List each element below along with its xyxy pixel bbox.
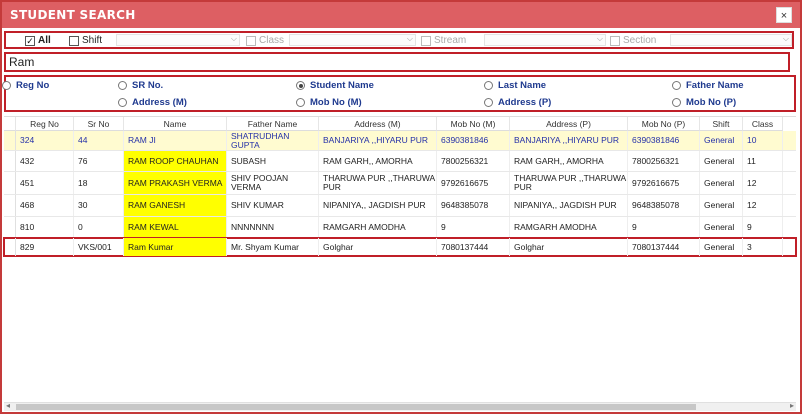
row-header[interactable] (4, 172, 16, 194)
stream-combo[interactable] (484, 34, 606, 46)
chevron-down-icon: ⌵ (406, 34, 413, 43)
scrollbar-thumb[interactable] (16, 404, 696, 410)
cell-address-p: Golghar (510, 238, 628, 256)
row-header[interactable] (4, 238, 16, 256)
window-title: STUDENT SEARCH (10, 8, 136, 22)
cell-mob-no-m: 6390381846 (437, 131, 510, 150)
radio-last-name-label: Last Name (498, 80, 547, 91)
radio-dot[interactable] (118, 98, 127, 107)
all-checkbox-box[interactable]: ✓ (26, 35, 34, 46)
radio-dot[interactable] (484, 81, 493, 90)
all-checkbox-label: All (38, 35, 51, 46)
cell-sr-no: 76 (74, 151, 124, 171)
cell-reg-no: 451 (16, 172, 74, 194)
cell-name: RAM GANESH (124, 195, 227, 216)
cell-address-m: RAMGARH AMODHA (319, 217, 437, 237)
cell-reg-no: 829 (16, 238, 74, 256)
cell-mob-no-p: 9792616675 (628, 172, 700, 194)
cell-class: 12 (743, 195, 783, 216)
class-combo[interactable] (289, 34, 416, 46)
class-checkbox-label: Class (259, 35, 285, 46)
radio-sr-no[interactable] (118, 80, 163, 91)
column-header[interactable]: Shift (700, 117, 743, 131)
stream-checkbox-box[interactable] (421, 36, 431, 46)
shift-checkbox-label: Shift (82, 35, 103, 46)
column-header[interactable]: Address (M) (319, 117, 437, 131)
cell-mob-no-p: 6390381846 (628, 131, 700, 150)
cell-mob-no-p: 7800256321 (628, 151, 700, 171)
row-header[interactable] (4, 131, 16, 150)
column-header[interactable]: Mob No (P) (628, 117, 700, 131)
cell-class: 11 (743, 151, 783, 171)
shift-checkbox[interactable] (69, 35, 102, 46)
close-button[interactable]: × (776, 7, 792, 23)
chevron-down-icon: ⌵ (596, 34, 603, 43)
radio-father-name-label: Father Name (686, 80, 744, 91)
cell-class: 9 (743, 217, 783, 237)
filter-row (4, 31, 794, 49)
row-header[interactable] (4, 217, 16, 237)
radio-student-name[interactable] (296, 80, 374, 91)
column-header[interactable]: Address (P) (510, 117, 628, 131)
class-checkbox-box[interactable] (246, 36, 256, 46)
radio-address-m-label: Address (M) (132, 97, 187, 108)
radio-address-p[interactable] (484, 97, 551, 108)
cell-reg-no: 324 (16, 131, 74, 150)
cell-class: 12 (743, 172, 783, 194)
cell-shift: General (700, 172, 743, 194)
class-checkbox[interactable] (246, 35, 284, 46)
search-input[interactable] (9, 55, 779, 69)
radio-address-p-label: Address (P) (498, 97, 552, 108)
cell-mob-no-p: 9 (628, 217, 700, 237)
cell-address-p: RAM GARH,, AMORHA (510, 151, 628, 171)
radio-dot[interactable] (2, 81, 11, 90)
table-row[interactable] (4, 172, 796, 194)
radio-reg-no-label: Reg No (16, 80, 50, 91)
row-header-corner (4, 117, 16, 131)
results-grid (4, 116, 796, 402)
stream-checkbox[interactable] (421, 35, 466, 46)
radio-dot[interactable] (118, 81, 127, 90)
column-header[interactable]: Mob No (M) (437, 117, 510, 131)
cell-father-name: SHIV KUMAR (227, 195, 319, 216)
radio-sr-no-label: SR No. (132, 80, 164, 91)
cell-sr-no: 30 (74, 195, 124, 216)
column-header[interactable]: Name (124, 117, 227, 131)
shift-combo[interactable] (116, 34, 240, 46)
cell-shift: General (700, 131, 743, 150)
table-row-highlighted[interactable] (4, 238, 796, 256)
scroll-right-icon[interactable]: ▸ (789, 401, 794, 410)
row-header[interactable] (4, 151, 16, 171)
radio-last-name[interactable] (484, 80, 546, 91)
cell-address-p: NIPANIYA,, JAGDISH PUR (510, 195, 628, 216)
section-checkbox-label: Section (623, 35, 657, 46)
cell-reg-no: 810 (16, 217, 74, 237)
search-box[interactable] (4, 52, 790, 72)
cell-sr-no: 18 (74, 172, 124, 194)
cell-mob-no-p: 9648385078 (628, 195, 700, 216)
cell-mob-no-m: 9648385078 (437, 195, 510, 216)
cell-address-p: THARUWA PUR ,,THARUWA PUR (510, 172, 628, 194)
title-bar (2, 2, 800, 28)
cell-mob-no-p: 7080137444 (628, 238, 700, 256)
cell-class: 10 (743, 131, 783, 150)
cell-address-m: Golghar (319, 238, 437, 256)
table-row[interactable] (4, 151, 796, 171)
radio-reg-no[interactable] (2, 80, 49, 91)
radio-dot[interactable] (672, 98, 681, 107)
radio-dot[interactable] (484, 98, 493, 107)
row-header[interactable] (4, 195, 16, 216)
cell-shift: General (700, 217, 743, 237)
cell-father-name: SUBASH (227, 151, 319, 171)
cell-shift: General (700, 195, 743, 216)
radio-address-m[interactable] (118, 97, 187, 108)
cell-mob-no-m: 7800256321 (437, 151, 510, 171)
radio-father-name[interactable] (672, 80, 744, 91)
section-checkbox-box[interactable] (610, 36, 620, 46)
stream-checkbox-label: Stream (434, 35, 467, 46)
cell-name: RAM ROOP CHAUHAN (124, 151, 227, 171)
cell-sr-no: VKS/001 (74, 238, 124, 256)
cell-sr-no: 44 (74, 131, 124, 150)
section-checkbox[interactable] (610, 35, 656, 46)
cell-mob-no-m: 9 (437, 217, 510, 237)
cell-father-name: SHATRUDHAN GUPTA (227, 131, 319, 150)
radio-mob-no-m[interactable] (296, 97, 362, 108)
shift-checkbox-box[interactable] (69, 36, 79, 46)
chevron-down-icon: ⌵ (230, 34, 237, 43)
cell-father-name: NNNNNNN (227, 217, 319, 237)
cell-class: 3 (743, 238, 783, 256)
radio-dot-selected[interactable] (296, 81, 305, 90)
cell-name: RAM JI (124, 131, 227, 150)
cell-father-name: Mr. Shyam Kumar (227, 238, 319, 256)
radio-dot[interactable] (296, 98, 305, 107)
cell-mob-no-m: 9792616675 (437, 172, 510, 194)
chevron-down-icon: ⌵ (782, 34, 789, 43)
radio-mob-no-p[interactable] (672, 97, 736, 108)
table-row[interactable] (4, 195, 796, 216)
cell-address-m: NIPANIYA,, JAGDISH PUR (319, 195, 437, 216)
search-by-panel (4, 75, 796, 112)
radio-student-name-label: Student Name (310, 80, 374, 91)
cell-address-m: THARUWA PUR ,,THARUWA PUR (319, 172, 437, 194)
radio-mob-no-m-label: Mob No (M) (310, 97, 362, 108)
cell-address-m: RAM GARH,, AMORHA (319, 151, 437, 171)
cell-name: Ram Kumar (124, 238, 227, 256)
column-header[interactable]: Reg No (16, 117, 74, 131)
cell-name: RAM PRAKASH VERMA (124, 172, 227, 194)
cell-sr-no: 0 (74, 217, 124, 237)
cell-shift: General (700, 151, 743, 171)
radio-dot[interactable] (672, 81, 681, 90)
scroll-left-icon[interactable]: ◂ (6, 401, 11, 410)
cell-mob-no-m: 7080137444 (437, 238, 510, 256)
cell-reg-no: 468 (16, 195, 74, 216)
column-header[interactable]: Sr No (74, 117, 124, 131)
cell-address-m: BANJARIYA ,,HIYARU PUR (319, 131, 437, 150)
column-header[interactable]: Class (743, 117, 783, 131)
cell-address-p: RAMGARH AMODHA (510, 217, 628, 237)
radio-mob-no-p-label: Mob No (P) (686, 97, 737, 108)
cell-name: RAM KEWAL (124, 217, 227, 237)
table-row[interactable] (4, 217, 796, 237)
all-checkbox[interactable] (25, 35, 51, 46)
horizontal-scrollbar[interactable] (4, 402, 796, 411)
cell-father-name: SHIV POOJAN VERMA (227, 172, 319, 194)
column-header[interactable]: Father Name (227, 117, 319, 131)
cell-reg-no: 432 (16, 151, 74, 171)
cell-address-p: BANJARIYA ,,HIYARU PUR (510, 131, 628, 150)
table-row-selected[interactable] (4, 131, 796, 150)
section-combo[interactable] (670, 34, 792, 46)
cell-shift: General (700, 238, 743, 256)
